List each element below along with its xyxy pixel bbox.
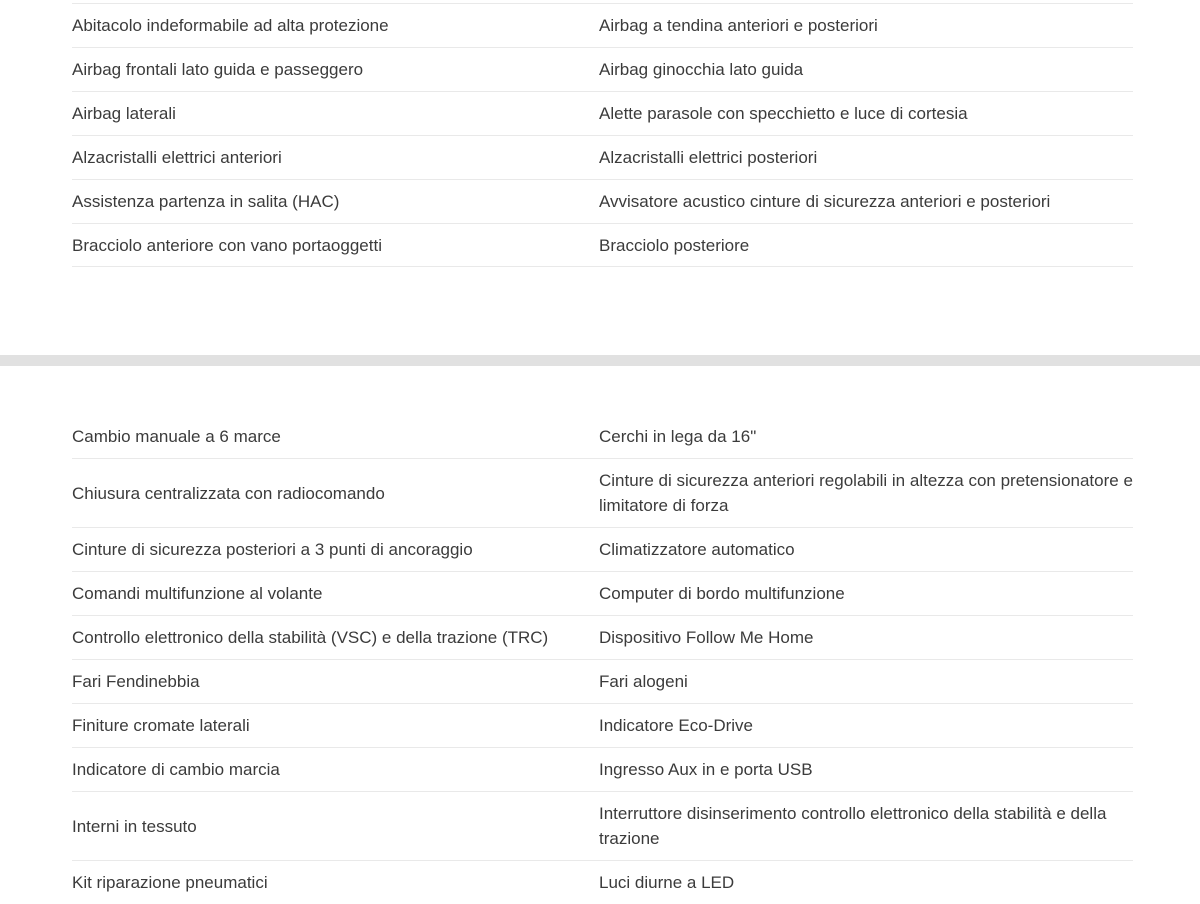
equipment-table-safety — [72, 3, 1133, 267]
feature-cell-right: Climatizzatore automatico — [599, 540, 795, 559]
feature-cell-left: Interni in tessuto — [72, 816, 197, 836]
table-row — [72, 458, 1133, 527]
table-row — [72, 747, 1133, 791]
table-row — [72, 860, 1133, 904]
table-row — [72, 91, 1133, 135]
feature-cell-left: Cinture di sicurezza posteriori a 3 punti di ancoraggio — [72, 540, 473, 559]
table-row — [72, 571, 1133, 615]
feature-cell-right: Airbag ginocchia lato guida — [599, 60, 804, 79]
table-row — [72, 179, 1133, 223]
table-row — [72, 791, 1133, 860]
feature-cell-right: Indicatore Eco-Drive — [599, 716, 754, 735]
table-row — [72, 223, 1133, 267]
feature-cell-left: Finiture cromate laterali — [72, 716, 250, 735]
feature-cell-left: Assistenza partenza in salita (HAC) — [72, 192, 340, 211]
table-row — [72, 3, 1133, 47]
table-row — [72, 703, 1133, 747]
feature-cell-left: Bracciolo anteriore con vano portaoggetti — [72, 235, 382, 255]
equipment-table-comfort — [72, 415, 1133, 904]
feature-cell-left: Airbag frontali lato guida e passeggero — [72, 60, 364, 79]
feature-cell-right: Luci diurne a LED — [599, 873, 735, 892]
feature-cell-right: Avvisatore acustico cinture di sicurezza anteriori e posteriori — [599, 192, 1051, 211]
feature-cell-right: Interruttore disinserimento controllo elettronico della stabilità e della trazione — [599, 804, 1107, 848]
feature-cell-left: Chiusura centralizzata con radiocomando — [72, 483, 385, 503]
feature-cell-right: Cerchi in lega da 16" — [599, 427, 757, 446]
feature-cell-right: Bracciolo posteriore — [599, 235, 750, 255]
feature-cell-left: Airbag laterali — [72, 104, 176, 123]
table-row — [72, 135, 1133, 179]
feature-cell-right: Fari alogeni — [599, 672, 688, 691]
table-row — [72, 47, 1133, 91]
feature-cell-left: Alzacristalli elettrici anteriori — [72, 148, 282, 167]
feature-cell-right: Airbag a tendina anteriori e posteriori — [599, 16, 878, 35]
feature-cell-right: Dispositivo Follow Me Home — [599, 628, 814, 647]
feature-cell-left: Controllo elettronico della stabilità (VSC) e della trazione (TRC) — [72, 628, 549, 647]
feature-cell-left: Cambio manuale a 6 marce — [72, 427, 281, 446]
table-row — [72, 659, 1133, 703]
feature-cell-left: Kit riparazione pneumatici — [72, 873, 268, 892]
feature-cell-right: Ingresso Aux in e porta USB — [599, 760, 813, 779]
feature-cell-left: Indicatore di cambio marcia — [72, 760, 280, 779]
feature-cell-right: Computer di bordo multifunzione — [599, 584, 845, 603]
feature-cell-left: Abitacolo indeformabile ad alta protezione — [72, 16, 389, 35]
feature-cell-right: Cinture di sicurezza anteriori regolabili in altezza con pretensionatore e limitatore di forza — [599, 471, 1133, 515]
feature-cell-right: Alzacristalli elettrici posteriori — [599, 148, 818, 167]
table-row — [72, 415, 1133, 458]
feature-cell-right: Alette parasole con specchietto e luce di cortesia — [599, 104, 968, 123]
feature-cell-left: Comandi multifunzione al volante — [72, 584, 323, 603]
feature-cell-left: Fari Fendinebbia — [72, 672, 200, 691]
table-row — [72, 615, 1133, 659]
section-divider-band — [0, 355, 1200, 366]
table-row — [72, 527, 1133, 571]
